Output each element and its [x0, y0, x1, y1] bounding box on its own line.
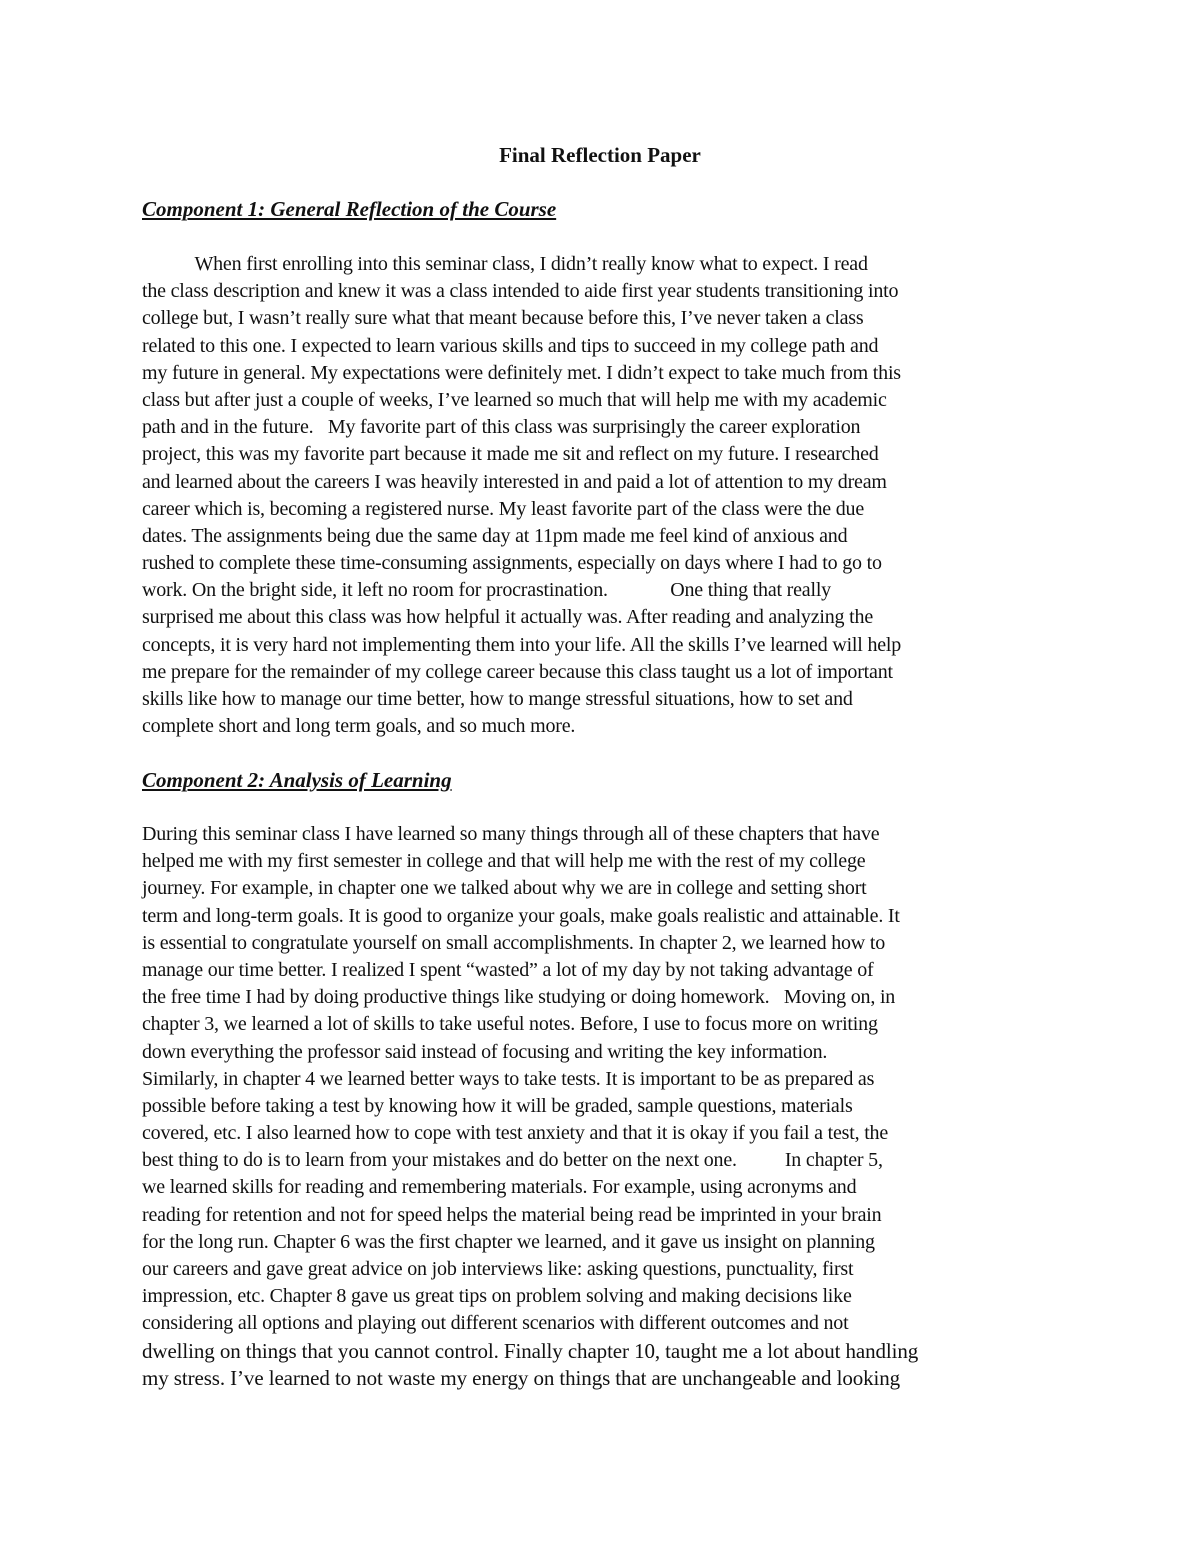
component-1-heading: Component 1: General Reflection of the Course — [142, 197, 557, 221]
component-2-paragraph — [142, 821, 1067, 1392]
text-line: surprised me about this class was how helpful it actually was. After reading and analyzing the — [142, 606, 873, 629]
text-line: best thing to do is to learn from your mistakes and do better on the next one. In chapter 5, — [142, 1149, 883, 1172]
text-line: related to this one. I expected to learn various skills and tips to succeed in my college path and — [142, 334, 879, 357]
text-line: our careers and gave great advice on job interviews like: asking questions, punctuality, first — [142, 1258, 854, 1280]
text-line: concepts, it is very hard not implementing them into your life. All the skills I’ve learned will help — [142, 633, 902, 656]
text-line: complete short and long term goals, and so much more. — [142, 715, 576, 738]
text-line: considering all options and playing out different scenarios with different outcomes and not — [142, 1312, 849, 1335]
text-line: college but, I wasn’t really sure what that meant because before this, I’ve never taken a class — [142, 307, 864, 330]
text-line: manage our time better. I realized I spent “wasted” a lot of my day by not taking advantage of — [142, 958, 874, 981]
text-line: dwelling on things that you cannot control. Finally chapter 10, taught me a lot about handling — [142, 1338, 919, 1363]
text-line: Similarly, in chapter 4 we learned better ways to take tests. It is important to be as prepared as — [142, 1067, 875, 1090]
text-line: journey. For example, in chapter one we talked about why we are in college and setting short — [142, 877, 867, 900]
text-line: the free time I had by doing productive things like studying or doing homework. Moving on, in — [142, 986, 896, 1009]
text-line: is essential to congratulate yourself on small accomplishments. In chapter 2, we learned how to — [142, 931, 886, 954]
text-line: rushed to complete these time-consuming assignments, especially on days where I had to go to — [142, 552, 882, 575]
text-line: we learned skills for reading and remembering materials. For example, using acronyms and — [142, 1176, 857, 1199]
text-line: When first enrolling into this seminar class, I didn’t really know what to expect. I read — [142, 253, 868, 275]
text-line: work. On the bright side, it left no room for procrastination. One thing that really — [142, 579, 831, 602]
text-line: chapter 3, we learned a lot of skills to take useful notes. Before, I use to focus more on writing — [142, 1013, 878, 1036]
text-line: dates. The assignments being due the same day at 11pm made me feel kind of anxious and — [142, 524, 848, 547]
text-line: project, this was my favorite part because it made me sit and reflect on my future. I researched — [142, 443, 879, 466]
text-line: my future in general. My expectations were definitely met. I didn’t expect to take much from this — [142, 361, 901, 384]
text-line: impression, etc. Chapter 8 gave us great tips on problem solving and making decisions like — [142, 1285, 852, 1308]
text-line: helped me with my first semester in college and that will help me with the rest of my college — [142, 850, 866, 873]
text-line: term and long-term goals. It is good to organize your goals, make goals realistic and attainable. It — [142, 904, 900, 927]
component-1-paragraph — [142, 251, 1067, 740]
text-line: possible before taking a test by knowing how it will be graded, sample questions, materials — [142, 1094, 853, 1117]
text-line: the class description and knew it was a class intended to aide first year students transitioning into — [142, 280, 899, 303]
text-line: and learned about the careers I was heavily interested in and paid a lot of attention to my dream — [142, 470, 887, 493]
text-line: reading for retention and not for speed helps the material being read be imprinted in your brain — [142, 1203, 882, 1226]
page-title: Final Reflection Paper — [499, 143, 701, 167]
text-line: covered, etc. I also learned how to cope with test anxiety and that it is okay if you fail a test, the — [142, 1122, 889, 1145]
text-line: for the long run. Chapter 6 was the first chapter we learned, and it gave us insight on planning — [142, 1230, 875, 1253]
text-line: skills like how to manage our time better, how to mange stressful situations, how to set and — [142, 688, 853, 710]
text-line: path and in the future. My favorite part of this class was surprisingly the career exploration — [142, 416, 861, 439]
text-line: career which is, becoming a registered nurse. My least favorite part of the class were the due — [142, 497, 865, 520]
text-line: class but after just a couple of weeks, I’ve learned so much that will help me with my academic — [142, 388, 887, 411]
text-line: my stress. I’ve learned to not waste my energy on things that are unchangeable and looking — [142, 1365, 901, 1390]
component-2-heading: Component 2: Analysis of Learning — [142, 768, 452, 792]
text-line: down everything the professor said instead of focusing and writing the key information. — [142, 1040, 828, 1063]
text-line: me prepare for the remainder of my college career because this class taught us a lot of important — [142, 660, 893, 683]
text-line: During this seminar class I have learned so many things through all of these chapters that have — [142, 823, 880, 845]
